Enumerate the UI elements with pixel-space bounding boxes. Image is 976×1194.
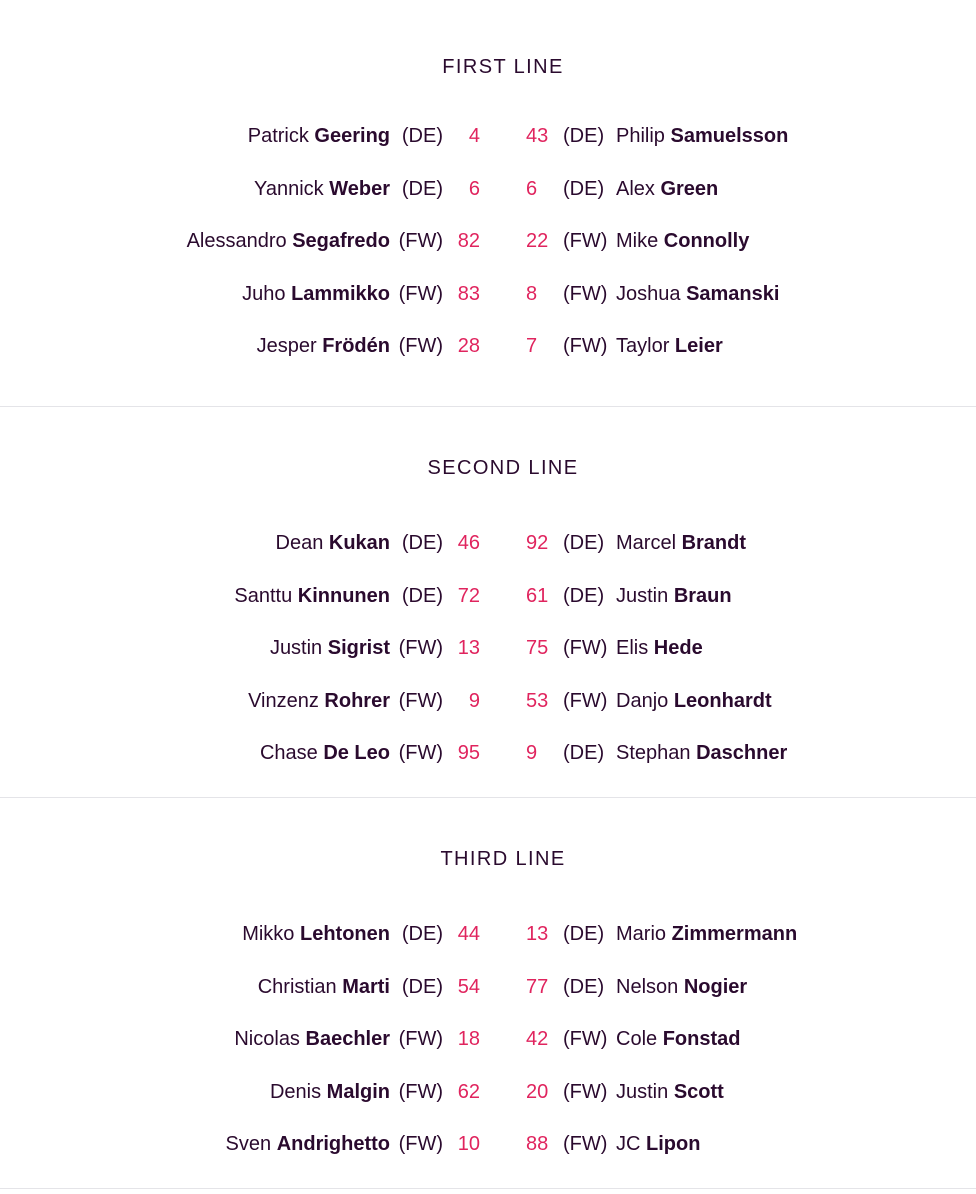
away-player-name [616,171,718,207]
player-pair-row [0,1126,976,1179]
home-player-name [226,1126,390,1162]
home-player-first-name: Alessandro [186,230,287,253]
away-player-first-name: JC [616,1133,641,1156]
away-player-position: (DE) [563,125,605,147]
away-player-position: (DE) [563,923,605,945]
away-player-number: 13 [526,923,549,945]
home-player-first-name: Jesper [256,335,317,358]
away-player-name [616,1074,724,1110]
away-player-position: (DE) [563,532,605,554]
away-player-last-name: Braun [673,584,732,607]
away-player-position: (DE) [563,584,605,607]
player-pair-row [0,525,976,578]
home-player-name [187,223,390,259]
away-player-position: (DE) [563,177,605,200]
home-player-last-name: Malgin [326,1080,390,1103]
home-player-name [242,276,390,312]
home-player-first-name: Justin [269,637,323,660]
home-player-number: 46 [457,532,480,554]
away-player-number: 7 [526,335,538,358]
away-player-first-name: Justin [616,1080,669,1103]
away-player-name [616,578,732,614]
away-player-last-name: Samuelsson [670,125,789,147]
player-pair-row [0,328,976,381]
section-title: SECOND LINE [427,457,579,479]
home-player-name [258,969,390,1005]
away-player-first-name: Elis [616,637,649,660]
away-player-position: (DE) [563,975,605,998]
away-player-number: 42 [526,1028,549,1051]
home-player-name [242,916,390,952]
away-player-first-name: Mario [616,923,667,945]
away-player-first-name: Joshua [616,282,681,305]
home-player-number: 13 [457,637,480,660]
home-player-name [254,171,390,207]
away-player-position: (DE) [563,742,605,765]
away-player-first-name: Mike [616,230,659,253]
home-player-position: (FW) [398,282,443,305]
away-player-number: 9 [526,742,538,765]
away-player-position: (FW) [563,230,608,253]
away-player-position: (FW) [563,1028,608,1051]
home-player-last-name: Sigrist [327,637,390,660]
away-player-first-name: Danjo [616,689,669,712]
player-pair-row [0,276,976,329]
player-pair-row [0,1021,976,1074]
away-player-first-name: Nelson [616,975,679,998]
home-player-number: 10 [457,1133,480,1156]
away-player-name [616,683,772,719]
player-pair-row [0,916,976,969]
home-player-position: (FW) [398,230,443,253]
home-player-name [234,1021,390,1057]
player-pair-row [0,969,976,1022]
home-player-name [270,630,390,666]
away-player-last-name: Hede [653,637,703,660]
home-player-first-name: Mikko [242,923,295,945]
away-player-first-name: Alex [616,177,655,200]
away-player-last-name: Green [660,177,719,200]
home-player-last-name: Kukan [328,532,390,554]
away-player-position: (FW) [563,1133,608,1156]
home-player-first-name: Nicolas [234,1028,300,1051]
player-pairs-list [0,525,976,788]
lineup-section [0,798,976,1189]
player-pair-row [0,118,976,171]
away-player-first-name: Marcel [616,532,677,554]
home-player-last-name: Andrighetto [276,1133,390,1156]
away-player-number: 43 [526,125,549,147]
away-player-last-name: Scott [673,1080,724,1103]
home-player-position: (DE) [401,532,443,554]
away-player-last-name: Zimmermann [671,923,798,945]
home-player-position: (FW) [398,689,443,712]
away-player-last-name: Samanski [686,282,780,305]
home-player-name [257,328,390,364]
home-player-number: 44 [457,923,480,945]
home-player-last-name: Lehtonen [300,923,390,945]
away-player-number: 22 [526,230,549,253]
away-player-last-name: Brandt [681,532,747,554]
player-pair-row [0,223,976,276]
away-player-position: (FW) [563,689,608,712]
home-player-first-name: Denis [269,1080,322,1103]
home-player-position: (FW) [398,1080,443,1103]
away-player-name [616,525,746,561]
home-player-number: 72 [457,584,480,607]
away-player-name [616,630,703,666]
lineup-section [0,0,976,407]
away-player-name [616,916,797,952]
home-player-position: (DE) [401,125,443,147]
away-player-number: 75 [526,637,549,660]
home-player-number: 95 [457,742,480,765]
home-player-first-name: Vinzenz [248,689,319,712]
home-player-first-name: Christian [257,975,337,998]
home-player-number: 4 [468,125,480,147]
home-player-first-name: Yannick [254,177,324,200]
home-player-first-name: Santtu [234,584,293,607]
away-player-last-name: Nogier [683,975,748,998]
player-pair-row [0,1074,976,1127]
away-player-last-name: Fonstad [662,1028,741,1051]
away-player-name [616,735,787,771]
away-player-last-name: Lipon [646,1133,701,1156]
away-player-name [616,1021,740,1057]
home-player-number: 6 [468,177,480,200]
home-player-last-name: Geering [314,125,390,147]
player-pair-row [0,630,976,683]
away-player-position: (FW) [563,637,608,660]
away-player-first-name: Stephan [616,742,691,765]
home-player-number: 18 [457,1028,480,1051]
away-player-number: 77 [526,975,549,998]
away-player-first-name: Cole [616,1028,658,1051]
home-player-position: (FW) [398,335,443,358]
home-player-last-name: Frödén [322,335,390,358]
home-player-position: (DE) [401,923,443,945]
away-player-name [616,276,779,312]
away-player-name [616,328,723,364]
home-player-name [248,118,390,154]
home-player-last-name: Kinnunen [297,584,390,607]
home-player-first-name: Juho [242,282,286,305]
home-player-last-name: Segafredo [292,230,390,253]
player-pair-row [0,578,976,631]
away-player-position: (FW) [563,282,608,305]
home-player-position: (FW) [398,637,443,660]
home-player-name [234,578,390,614]
section-title: FIRST LINE [442,56,564,78]
away-player-last-name: Daschner [696,742,788,765]
away-player-number: 88 [526,1133,549,1156]
away-player-number: 53 [526,689,549,712]
home-player-first-name: Chase [259,742,318,765]
away-player-first-name: Justin [616,584,669,607]
away-player-number: 61 [526,584,549,607]
player-pair-row [0,735,976,788]
home-player-number: 62 [457,1080,480,1103]
away-player-number: 8 [526,282,538,305]
home-player-name [276,525,391,561]
home-player-number: 54 [457,975,480,998]
away-player-position: (FW) [563,335,608,358]
home-player-last-name: De Leo [323,742,390,765]
home-player-last-name: Marti [342,975,390,998]
away-player-name [616,1126,700,1162]
away-player-number: 92 [526,532,549,554]
away-player-name [616,223,749,259]
away-player-number: 6 [526,177,538,200]
home-player-first-name: Sven [225,1133,272,1156]
home-player-last-name: Weber [329,177,390,200]
home-player-position: (FW) [398,742,443,765]
home-player-name [270,1074,390,1110]
away-player-name [616,969,747,1005]
lineup-section [0,407,976,798]
home-player-first-name: Patrick [247,125,309,147]
home-player-number: 28 [457,335,480,358]
away-player-position: (FW) [563,1080,608,1103]
home-player-last-name: Baechler [305,1028,390,1051]
away-player-last-name: Connolly [663,230,750,253]
home-player-number: 82 [457,230,480,253]
home-player-position: (FW) [398,1028,443,1051]
away-player-first-name: Taylor [616,335,670,358]
away-player-last-name: Leonhardt [673,689,772,712]
home-player-position: (FW) [398,1133,443,1156]
player-pairs-list [0,118,976,381]
home-player-name [260,735,390,771]
player-pair-row [0,171,976,224]
player-pair-row [0,683,976,736]
home-player-name [248,683,390,719]
home-player-first-name: Dean [275,532,324,554]
section-title: THIRD LINE [440,848,566,870]
home-player-position: (DE) [401,177,443,200]
home-player-last-name: Rohrer [324,689,390,712]
away-player-name [616,118,788,154]
away-player-last-name: Leier [674,335,723,358]
player-pairs-list [0,916,976,1179]
away-player-number: 20 [526,1080,549,1103]
home-player-number: 83 [457,282,480,305]
home-player-position: (DE) [401,584,443,607]
home-player-last-name: Lammikko [291,282,390,305]
home-player-position: (DE) [401,975,443,998]
home-player-number: 9 [468,689,480,712]
away-player-first-name: Philip [616,125,665,147]
